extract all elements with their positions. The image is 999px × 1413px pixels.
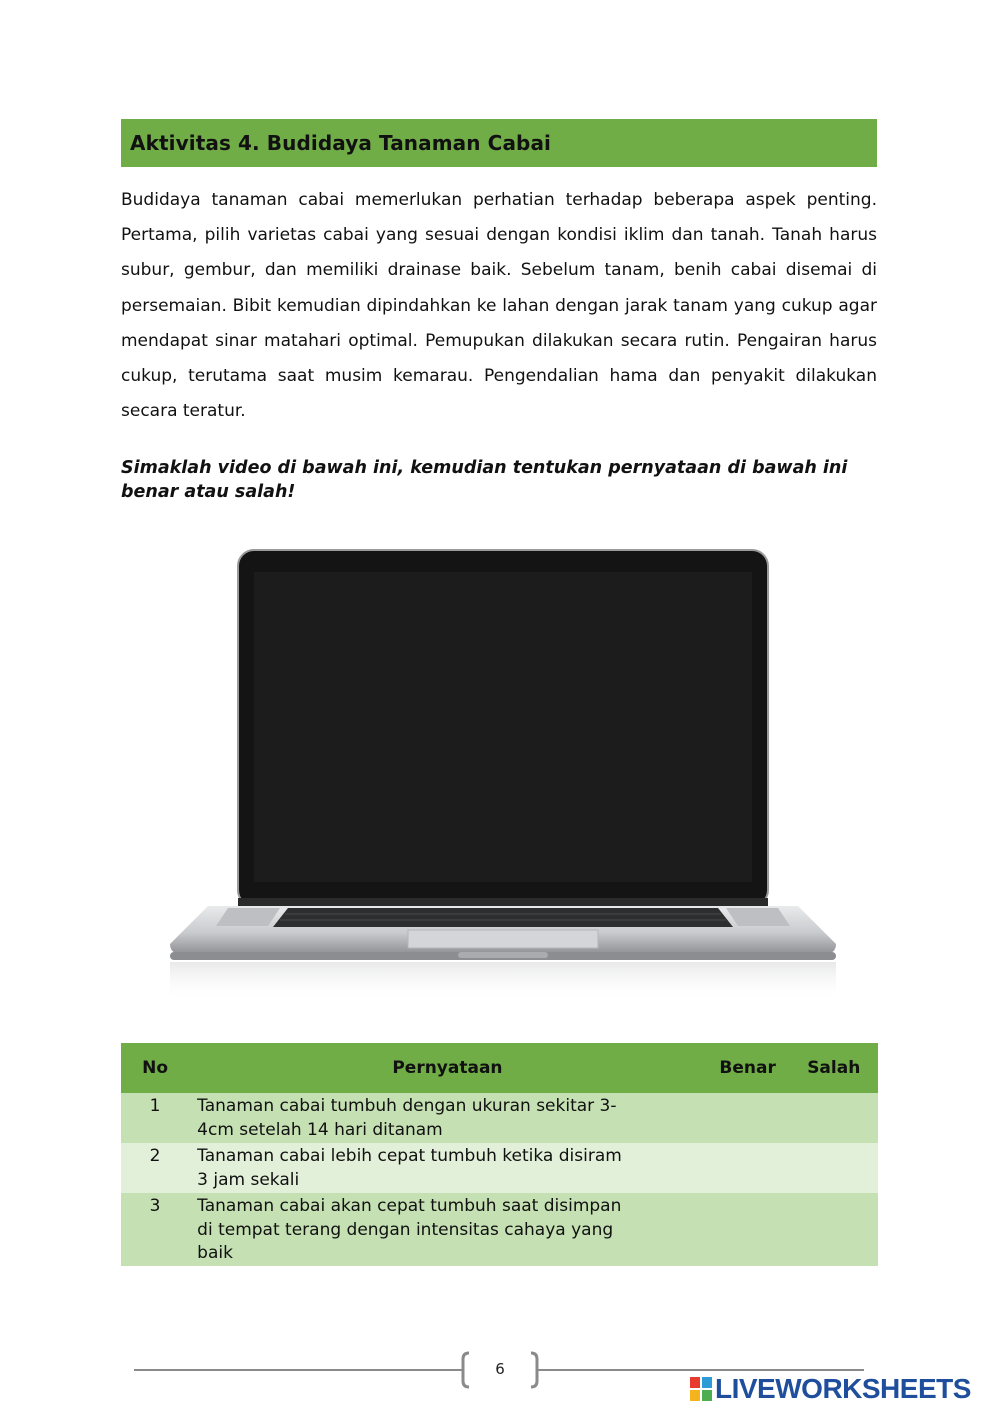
table-row <box>121 1143 878 1193</box>
header-no: No <box>121 1043 189 1093</box>
answer-salah-cell[interactable] <box>790 1093 878 1143</box>
row-number: 3 <box>121 1193 189 1266</box>
answer-benar-cell[interactable] <box>706 1193 790 1266</box>
answer-benar-cell[interactable] <box>706 1093 790 1143</box>
header-salah: Salah <box>790 1043 878 1093</box>
section-heading-bar <box>121 119 877 167</box>
video-player-laptop[interactable] <box>168 548 838 1008</box>
row-number: 1 <box>121 1093 189 1143</box>
liveworksheets-brand[interactable] <box>690 1373 971 1405</box>
laptop-screen <box>254 572 752 882</box>
page-number: 6 <box>495 1360 505 1378</box>
table-row <box>121 1193 878 1266</box>
row-statement: Tanaman cabai akan cepat tumbuh saat disimpan di tempat terang dengan intensitas cahaya yang baik <box>189 1193 706 1266</box>
answer-benar-cell[interactable] <box>706 1143 790 1193</box>
footer-rule-left <box>134 1369 464 1371</box>
liveworksheets-logo-icon <box>690 1377 712 1401</box>
brand-name: LIVEWORKSHEETS <box>715 1373 971 1404</box>
row-statement: Tanaman cabai tumbuh dengan ukuran sekitar 3-4cm setelah 14 hari ditanam <box>189 1093 706 1143</box>
table-row <box>121 1093 878 1143</box>
intro-paragraph: Budidaya tanaman cabai memerlukan perhatian terhadap beberapa aspek penting. Pertama, pilih varietas cabai yang sesuai dengan kondisi iklim dan tanah. Tanah harus subur, gembur, dan memiliki drainase baik. Sebelum tanam, benih cabai disemai di persemaian. Bibit kemudian dipindahkan ke lahan dengan jarak tanam yang cukup agar mendapat sinar matahari optimal. Pemupukan dilakukan secara rutin. Pengairan harus cukup, terutama saat musim kemarau. Pengendalian hama dan penyakit dilakukan secara teratur. <box>121 190 877 422</box>
footer-rule-right <box>536 1369 864 1371</box>
row-number: 2 <box>121 1143 189 1193</box>
header-statement: Pernyataan <box>189 1043 706 1093</box>
answer-salah-cell[interactable] <box>790 1143 878 1193</box>
instruction-text: Simaklah video di bawah ini, kemudian tentukan pernyataan di bawah ini benar atau salah! <box>121 458 848 502</box>
answer-salah-cell[interactable] <box>790 1193 878 1266</box>
section-title: Aktivitas 4. Budidaya Tanaman Cabai <box>130 131 552 155</box>
table-header-row <box>121 1043 878 1093</box>
header-benar: Benar <box>706 1043 790 1093</box>
row-statement: Tanaman cabai lebih cepat tumbuh ketika disiram 3 jam sekali <box>189 1143 706 1193</box>
statement-table <box>121 1043 878 1266</box>
